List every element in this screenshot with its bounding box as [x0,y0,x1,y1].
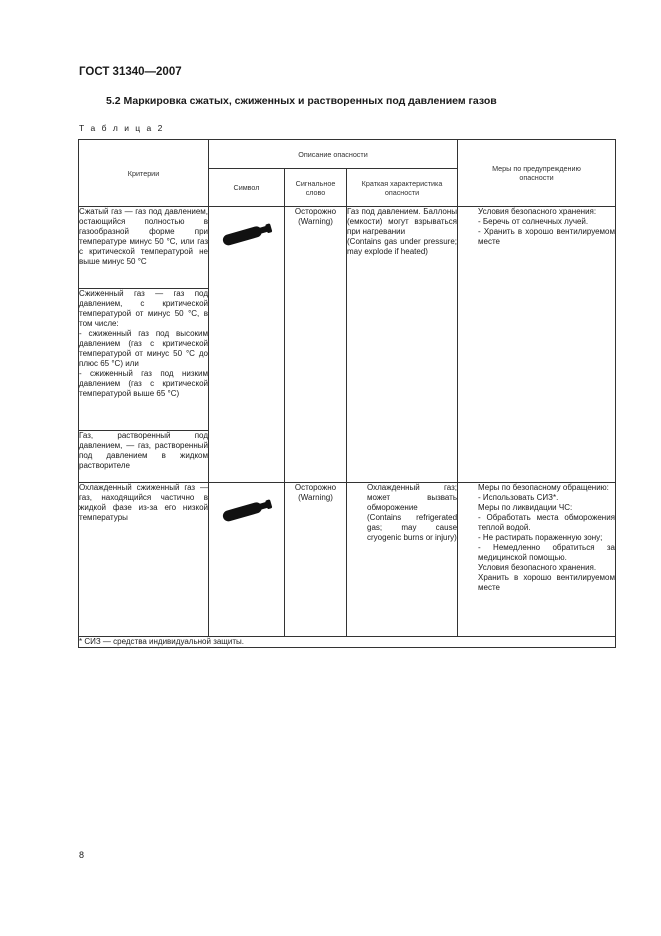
hazard-table [78,139,616,648]
brief-description-cell: Газ под давлением. Баллоны (емкости) могут взрываться при нагревании (Contains gas under pressure; may explode if heated) [347,207,458,483]
page-number: 8 [79,850,85,860]
header-symbol: Символ [209,169,285,207]
prevention-cell: Условия безопасного хранения: - Беречь от солнечных лучей. - Хранить в хорошо вентилируемом месте [458,207,616,483]
criteria-refrigerated-gas: Охлажденный сжиженный газ — газ, находящийся частично в жидкой фазе из-за его низкой температуры [79,483,209,637]
criteria-compressed-gas: Сжатый газ — газ под давлением, остающийся полностью в газообразной форме при температуре минус 50 °С, или газ с критической температурой не выше минус 50 °С [79,207,209,289]
signal-word-cell: Осторожно (Warning) [285,483,347,637]
gas-cylinder-icon [219,221,275,247]
section-title: 5.2 Маркировка сжатых, сжиженных и растворенных под давлением газов [106,95,497,107]
criteria-liquefied-gas: Сжиженный газ — газ под давлением, с критической температурой от минус 50 °С, в том числе: - сжиженный газ под высоким давлением (газ с критической температурой от минус 50 °С до плюс 65 °С) или - сжиженный газ под низким давлением (газ с критической температурой выше 65 °С) [79,289,209,431]
header-prevention: Меры по предупреждению опасности [458,140,616,207]
signal-word-cell: Осторожно (Warning) [285,207,347,483]
header-signal-word: Сигнальное слово [285,169,347,207]
header-brief-description: Краткая характеристика опасности [347,169,458,207]
symbol-cell [209,483,285,637]
symbol-cell [209,207,285,483]
brief-description-cell: Охлажденный газ; может вызвать обморожение (Contains refrigerated gas; may cause cryogenic burns or injury) [347,483,458,637]
table-footnote: * СИЗ — средства индивидуальной защиты. [79,637,616,648]
prevention-cell: Меры по безопасному обращению: - Использовать СИЗ*. Меры по ликвидации ЧС: - Обработать места обморожения теплой водой. - Не растирать пораженную зону; - Немедленно обратиться за медицинской помощью. Условия безопасного хранения. Хранить в хорошо вентилируемом месте [458,483,616,637]
header-hazard-description: Описание опасности [209,140,458,169]
document-header: ГОСТ 31340—2007 [79,66,182,78]
gas-cylinder-icon [219,497,275,523]
table-label: Т а б л и ц а 2 [79,123,165,133]
header-criteria: Критерии [79,140,209,207]
criteria-dissolved-gas: Газ, растворенный под давлением, — газ, растворенный под давлением в жидком растворителе [79,431,209,483]
